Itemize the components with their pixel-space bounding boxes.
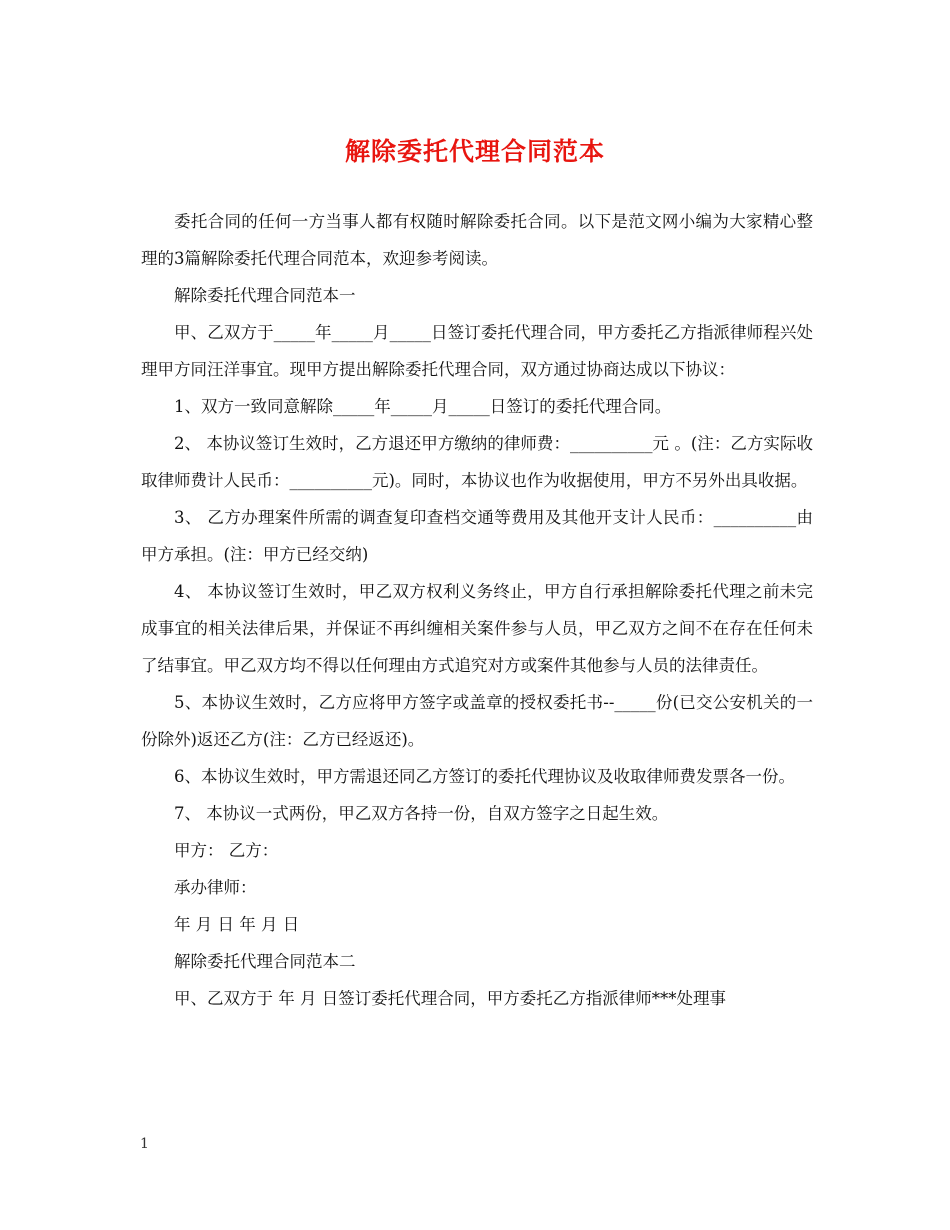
section-heading: 解除委托代理合同范本二 [174, 952, 356, 971]
clause: 3、 乙方办理案件所需的调查复印查档交通等费用及其他开支计人民币：__________由甲方承担。(注：甲方已经交纳) [141, 508, 813, 564]
page-number: 1 [140, 1136, 149, 1152]
paragraph: 甲、乙双方于 年 月 日签订委托代理合同，甲方委托乙方指派律师***处理事 [174, 989, 726, 1008]
document-title: 解除委托代理合同范本 [344, 137, 605, 166]
clause: 4、 本协议签订生效时，甲乙双方权利义务终止，甲方自行承担解除委托代理之前未完成事宜的相关法律后果，并保证不再纠缠相关案件参与人员，甲乙双方之间不在存在任何未了结事宜。甲乙双方均不得以任何理由方式追究对方或案件其他参与人员的法律责任。 [141, 582, 813, 675]
clause: 1、双方一致同意解除_____年_____月_____日签订的委托代理合同。 [174, 397, 672, 416]
document-body [141, 203, 813, 1017]
clause: 2、 本协议签订生效时，乙方退还甲方缴纳的律师费：__________元 。(注：乙方实际收取律师费计人民币：__________元)。同时，本协议也作为收据使用，甲方不另外出具收据。 [141, 434, 813, 490]
signature-date: 年 月 日 年 月 日 [174, 915, 300, 934]
signature-parties: 甲方： 乙方： [174, 841, 279, 860]
clause: 7、 本协议一式两份，甲乙双方各持一份，自双方签字之日起生效。 [174, 804, 669, 823]
clause: 5、本协议生效时，乙方应将甲方签字或盖章的授权委托书--_____份(已交公安机关的一份除外)返还乙方(注：乙方已经返还)。 [141, 693, 813, 749]
signature-lawyer: 承办律师： [174, 878, 257, 897]
section-heading: 解除委托代理合同范本一 [174, 286, 356, 305]
paragraph: 委托合同的任何一方当事人都有权随时解除委托合同。以下是范文网小编为大家精心整理的3篇解除委托代理合同范本，欢迎参考阅读。 [141, 212, 813, 268]
paragraph: 甲、乙双方于_____年_____月_____日签订委托代理合同，甲方委托乙方指派律师程兴处理甲方同汪洋事宜。现甲方提出解除委托代理合同，双方通过协商达成以下协议： [141, 323, 813, 379]
clause: 6、本协议生效时，甲方需退还同乙方签订的委托代理协议及收取律师费发票各一份。 [174, 767, 795, 786]
